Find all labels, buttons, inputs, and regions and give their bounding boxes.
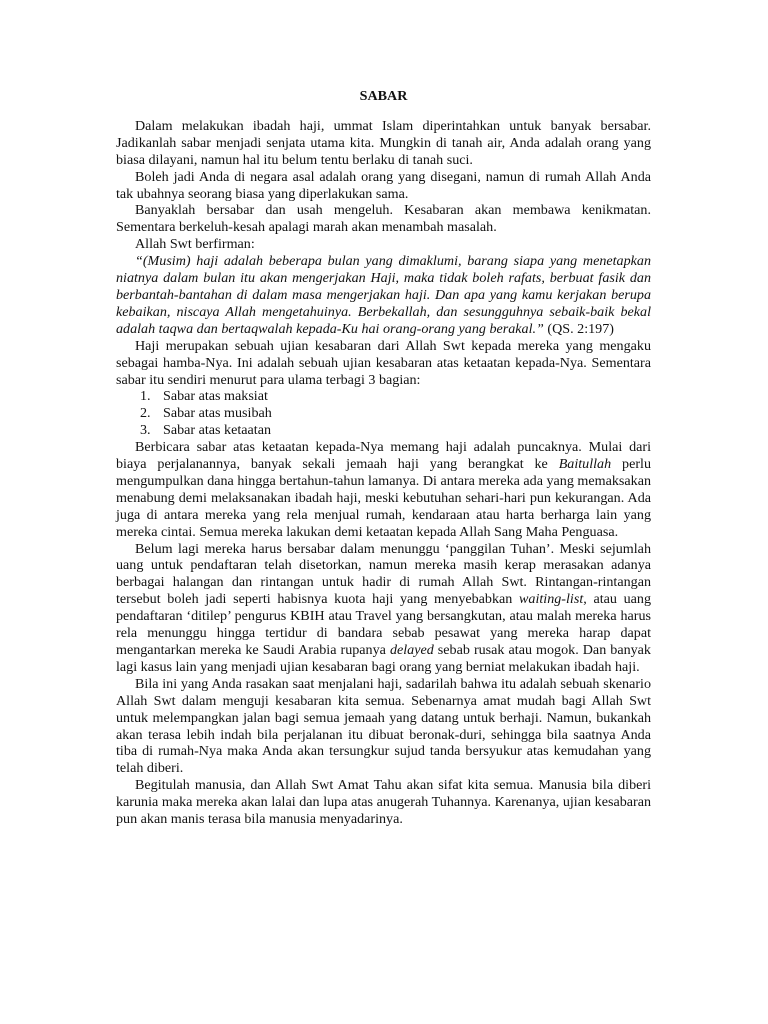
quran-quote [116, 253, 651, 338]
sabar-list [116, 388, 651, 439]
italic-term: waiting-list [519, 591, 584, 608]
paragraph-6 [116, 439, 651, 540]
quote-text: “(Musim) haji adalah beberapa bulan yang dimaklumi, barang siapa yang menetapkan niatnya dalam bulan itu akan mengerjakan Haji, maka tidak boleh rafats, berbuat fasik dan berbantah-bantahan di dalam masa mengerjakan haji. Dan apa yang kamu kerjakan berupa kebaikan, niscaya Allah mengetahuinya. Berbekallah, dan sesungguhnya sebaik-baik bekal adalah taqwa dan bertaqwalah kepada-Ku hai orang-orang yang berakal.” [116, 253, 651, 337]
list-number: 2. [140, 405, 151, 422]
list-text: Sabar atas ketaatan [163, 422, 271, 439]
text-run: sebab rusak atau mogok. Dan banyak lagi kasus lain yang menjadi ujian kesabaran bagi orang yang berniat melakukan ibadah haji. [116, 642, 651, 675]
list-text: Sabar atas maksiat [163, 388, 268, 405]
list-item [140, 405, 651, 422]
paragraph-9: Begitulah manusia, dan Allah Swt Amat Tahu akan sifat kita semua. Manusia bila diberi karunia maka mereka akan lalai dan lupa atas anugerah Tuhannya. Karenanya, ujian kesabaran pun akan manis terasa bila manusia menyadarinya. [116, 777, 651, 828]
text-run: , atau uang pendaftaran ‘ditilep’ pengurus KBIH atau Travel yang bersangkutan, atau malah mereka harus rela menunggu hingga tertidur di bandara sebab pesawat yang mereka harap dapat mengantarkan mereka ke Saudi Arabia rupanya [116, 591, 651, 658]
list-number: 1. [140, 388, 151, 405]
italic-term: Baitullah [558, 456, 612, 473]
text-run: Berbicara sabar atas ketaatan kepada-Nya memang haji adalah puncaknya. Mulai dari biaya perjalanannya, banyak sekali jemaah haji yang berangkat ke [116, 439, 651, 473]
document-title: SABAR [359, 88, 408, 104]
document-page [116, 88, 651, 828]
text-run: Belum lagi mereka harus bersabar dalam menunggu ‘panggilan Tuhan’. Meski sejumlah uang untuk pendaftaran telah disetorkan, namun mereka masih kerap merasakan adanya berbagai halangan dan rintangan untuk hadir di rumah Allah Swt. Rintangan-rintangan tersebut boleh jadi seperti habisnya kuota haji yang menyebabkan [116, 540, 651, 608]
paragraph-2: Boleh jadi Anda di negara asal adalah orang yang disegani, namun di rumah Allah Anda tak ubahnya seorang biasa yang diperlakukan sama. [116, 168, 651, 202]
list-number: 3. [140, 422, 151, 439]
quote-reference: (QS. 2:197) [543, 320, 614, 337]
paragraph-3: Banyaklah bersabar dan usah mengeluh. Kesabaran akan membawa kenikmatan. Sementara berkeluh-kesah apalagi marah akan menambah masalah. [116, 202, 651, 236]
list-item [140, 422, 651, 439]
list-item [140, 388, 651, 405]
list-text: Sabar atas musibah [163, 405, 272, 422]
italic-term: delayed [389, 642, 434, 658]
paragraph-1: Dalam melakukan ibadah haji, ummat Islam diperintahkan untuk banyak bersabar. Jadikanlah sabar menjadi senjata utama kita. Mungkin di tanah air, Anda adalah orang yang biasa dilayani, namun hal itu belum tentu berlaku di tanah suci. [116, 117, 651, 168]
text-run: perlu mengumpulkan dana hingga bertahun-tahun lamanya. Di antara mereka ada yang memaksakan menabung demi melaksanakan ibadah haji, meski kebutuhan sehari-hari pun kekurangan. Ada juga di antara mereka yang rela menjual rumah, kendaraan atau harta berharga lain yang mereka cintai. Semua mereka lakukan demi ketaatan kepada Allah Sang Maha Penguasa. [116, 456, 651, 540]
paragraph-7 [116, 541, 651, 676]
paragraph-5: Haji merupakan sebuah ujian kesabaran dari Allah Swt kepada mereka yang mengaku sebagai hamba-Nya. Ini adalah sebuah ujian kesabaran atas ketaatan kepada-Nya. Sementara sabar itu sendiri menurut para ulama terbagi 3 bagian: [116, 337, 651, 388]
paragraph-8: Bila ini yang Anda rasakan saat menjalani haji, sadarilah bahwa itu adalah sebuah skenario Allah Swt dalam menguji kesabaran kita semua. Sebenarnya amat mudah bagi Allah Swt untuk melempangkan jalan bagi semua jemaah yang datang untuk berhaji. Namun, bukankah akan terasa lebih indah bila perjalanan itu dibuat beronak-duri, sehingga bila saatnya Anda tiba di rumah-Nya maka Anda akan tersungkur sujud tanda bersyukur atas kemudahan yang telah diberi. [116, 675, 651, 777]
paragraph-4: Allah Swt berfirman: [135, 236, 255, 253]
